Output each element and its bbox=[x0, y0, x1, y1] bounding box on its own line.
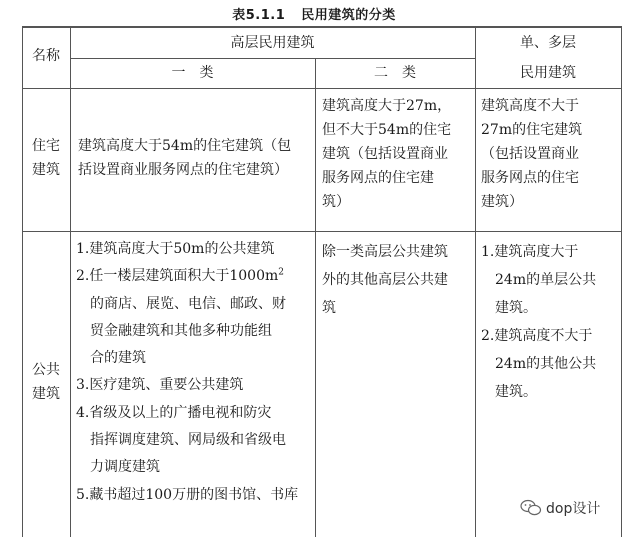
list-item: 指挥调度建筑、网局级和省级电 bbox=[90, 432, 286, 449]
list-item: 的商店、展览、电信、邮政、财 bbox=[90, 295, 286, 312]
list-item: 5.藏书超过100万册的图书馆、书库 bbox=[76, 486, 299, 503]
name-col-border bbox=[70, 26, 71, 537]
list-item: 24m的其他公共 bbox=[495, 356, 597, 372]
header-divider bbox=[70, 58, 475, 59]
public-multi bbox=[481, 238, 619, 406]
list-item: 1.建筑高度大于50m的公共建筑 bbox=[76, 241, 275, 257]
residential-name: 住宅 建筑 bbox=[32, 138, 60, 178]
header-name: 名称 bbox=[32, 48, 60, 64]
list-item: 4.省级及以上的广播电视和防灾 bbox=[76, 404, 272, 421]
header-multi-line1: 单、多层 bbox=[520, 35, 576, 51]
header-multi-line2: 民用建筑 bbox=[520, 65, 576, 81]
watermark-text: dop设计 bbox=[546, 501, 601, 517]
list-item: 贸金融建筑和其他多种功能组 bbox=[90, 322, 272, 339]
list-item: 3.医疗建筑、重要公共建筑 bbox=[76, 377, 244, 394]
table-caption: 民用建筑的分类 bbox=[301, 8, 396, 23]
residential-multi: 建筑高度不大于 27m的住宅建筑 （包括设置商业 服务网点的住宅 建筑） bbox=[481, 98, 583, 210]
wechat-icon bbox=[520, 499, 542, 517]
watermark bbox=[520, 498, 600, 518]
high-rise-col-border bbox=[475, 26, 476, 537]
list-item: 建筑。 bbox=[495, 384, 537, 400]
public-class2: 除一类高层公共建筑 外的其他高层公共建 筑 bbox=[322, 244, 448, 316]
list-item: 建筑。 bbox=[495, 300, 537, 316]
header-class1: 一 类 bbox=[171, 65, 214, 81]
table-top-border bbox=[22, 26, 622, 28]
header-bottom-border bbox=[22, 88, 622, 89]
public-name: 公共 建筑 bbox=[32, 362, 60, 402]
left-border bbox=[22, 26, 23, 537]
right-border bbox=[621, 26, 622, 537]
list-item: 2.建筑高度不大于 bbox=[481, 328, 593, 344]
list-item: 24m的单层公共 bbox=[495, 272, 597, 288]
list-item: 力调度建筑 bbox=[90, 459, 160, 476]
table-number: 表5.1.1 bbox=[232, 8, 286, 23]
residential-class2: 建筑高度大于27m， 但不大于54m的住宅 建筑（包括设置商业 服务网点的住宅建 筑） bbox=[322, 98, 452, 210]
list-item: 合的建筑 bbox=[90, 350, 146, 367]
residential-class1: 建筑高度大于54m的住宅建筑（包 括设置商业服务网点的住宅建筑） bbox=[78, 138, 292, 178]
public-class1 bbox=[76, 236, 316, 509]
list-item: 1.建筑高度大于 bbox=[481, 244, 579, 260]
header-class2: 二 类 bbox=[374, 65, 416, 81]
header-high-rise: 高层民用建筑 bbox=[230, 35, 315, 51]
row-divider bbox=[22, 231, 622, 232]
list-item: 2.任一楼层建筑面积大于$1000m^2$ bbox=[76, 267, 284, 285]
